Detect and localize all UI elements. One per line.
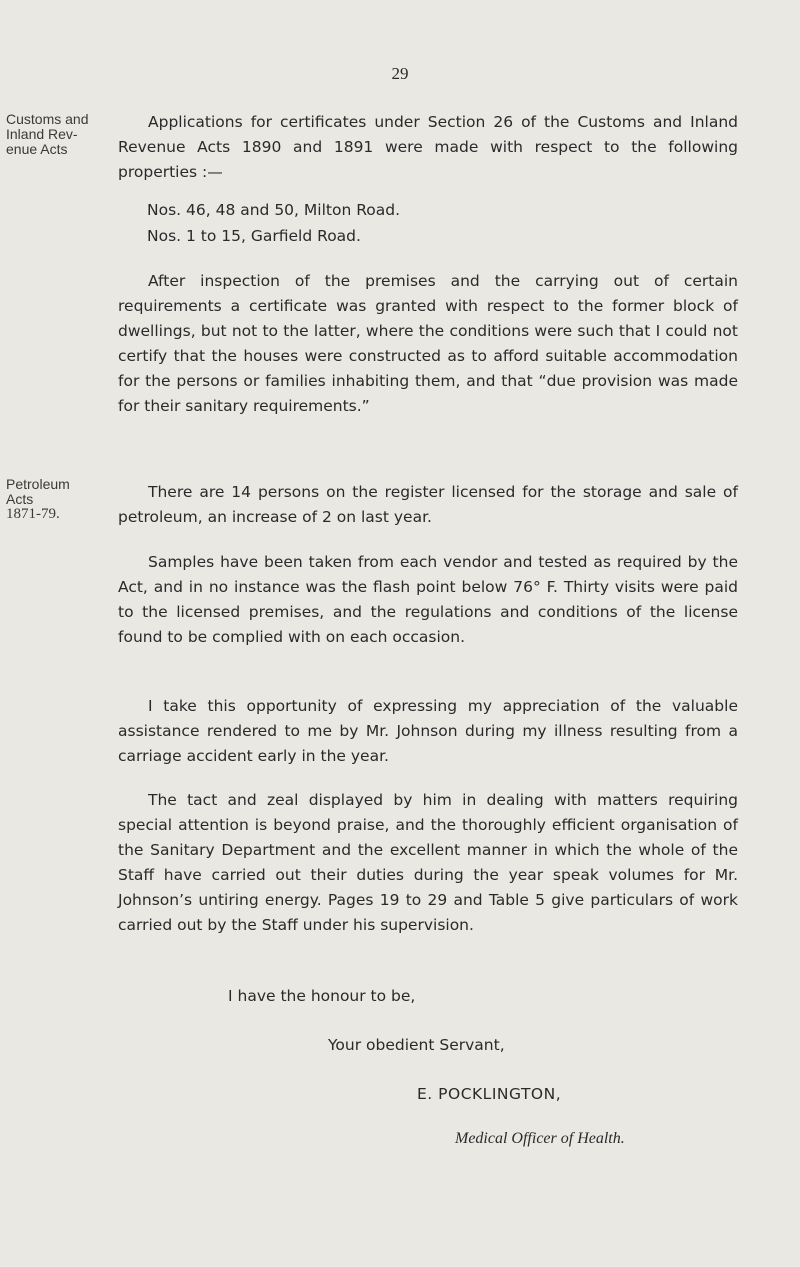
property-item: Nos. 1 to 15, Garfield Road. <box>147 227 361 245</box>
margin-note-line: Petroleum <box>6 476 70 492</box>
closing-honour: I have the honour to be, <box>228 987 416 1005</box>
margin-note-petroleum <box>6 477 106 522</box>
closing-servant: Your obedient Servant, <box>328 1036 505 1054</box>
page-number: 29 <box>391 64 409 83</box>
signatory-name: E. POCKLINGTON, <box>417 1085 562 1103</box>
margin-note-line: Customs and <box>6 111 89 127</box>
paragraph-applications: Applications for certificates under Section 26 of the Customs and Inland Revenue Acts 1890 and 1891 were made with respect to the following properties :— <box>118 113 738 181</box>
property-item: Nos. 46, 48 and 50, Milton Road. <box>147 201 401 219</box>
margin-note-line: Inland Rev- <box>6 126 78 142</box>
signatory-title: Medical Officer of Health. <box>455 1130 625 1147</box>
paragraph-inspection: After inspection of the premises and the carrying out of certain requirements a certificate was granted with respect to the former block of dwellings, but not to the latter, where the conditions were such that I could not certify that the houses were constructed as to afford suitable accommodation for the persons or families inhabiting them, and that “due provision was made for their sanitary requirements.” <box>118 272 738 415</box>
paragraph-petroleum-register: There are 14 persons on the register licensed for the storage and sale of petroleum, an increase of 2 on last year. <box>118 483 738 526</box>
margin-note-line: 1871-79. <box>6 506 60 522</box>
margin-note-customs <box>6 112 106 157</box>
margin-note-line: Acts <box>6 491 34 507</box>
paragraph-samples: Samples have been taken from each vendor and tested as required by the Act, and in no instance was the flash point below 76° F. Thirty visits were paid to the licensed premises, and the regulations and conditions of the license found to be complied with on each occasion. <box>118 553 738 646</box>
paragraph-appreciation: I take this opportunity of expressing my appreciation of the valuable assistance rendered to me by Mr. Johnson during my illness resulting from a carriage accident early in the year. <box>118 697 738 765</box>
margin-note-line: enue Acts <box>6 141 68 157</box>
paragraph-tact-and-zeal: The tact and zeal displayed by him in dealing with matters requiring special attention is beyond praise, and the thoroughly efficient organisation of the Sanitary Department and the excellent manner in which the whole of the Staff have carried out their duties during the year speak volumes for Mr. Johnson’s untiring energy. Pages 19 to 29 and Table 5 give particulars of work carried out by the Staff under his supervision. <box>118 791 738 934</box>
